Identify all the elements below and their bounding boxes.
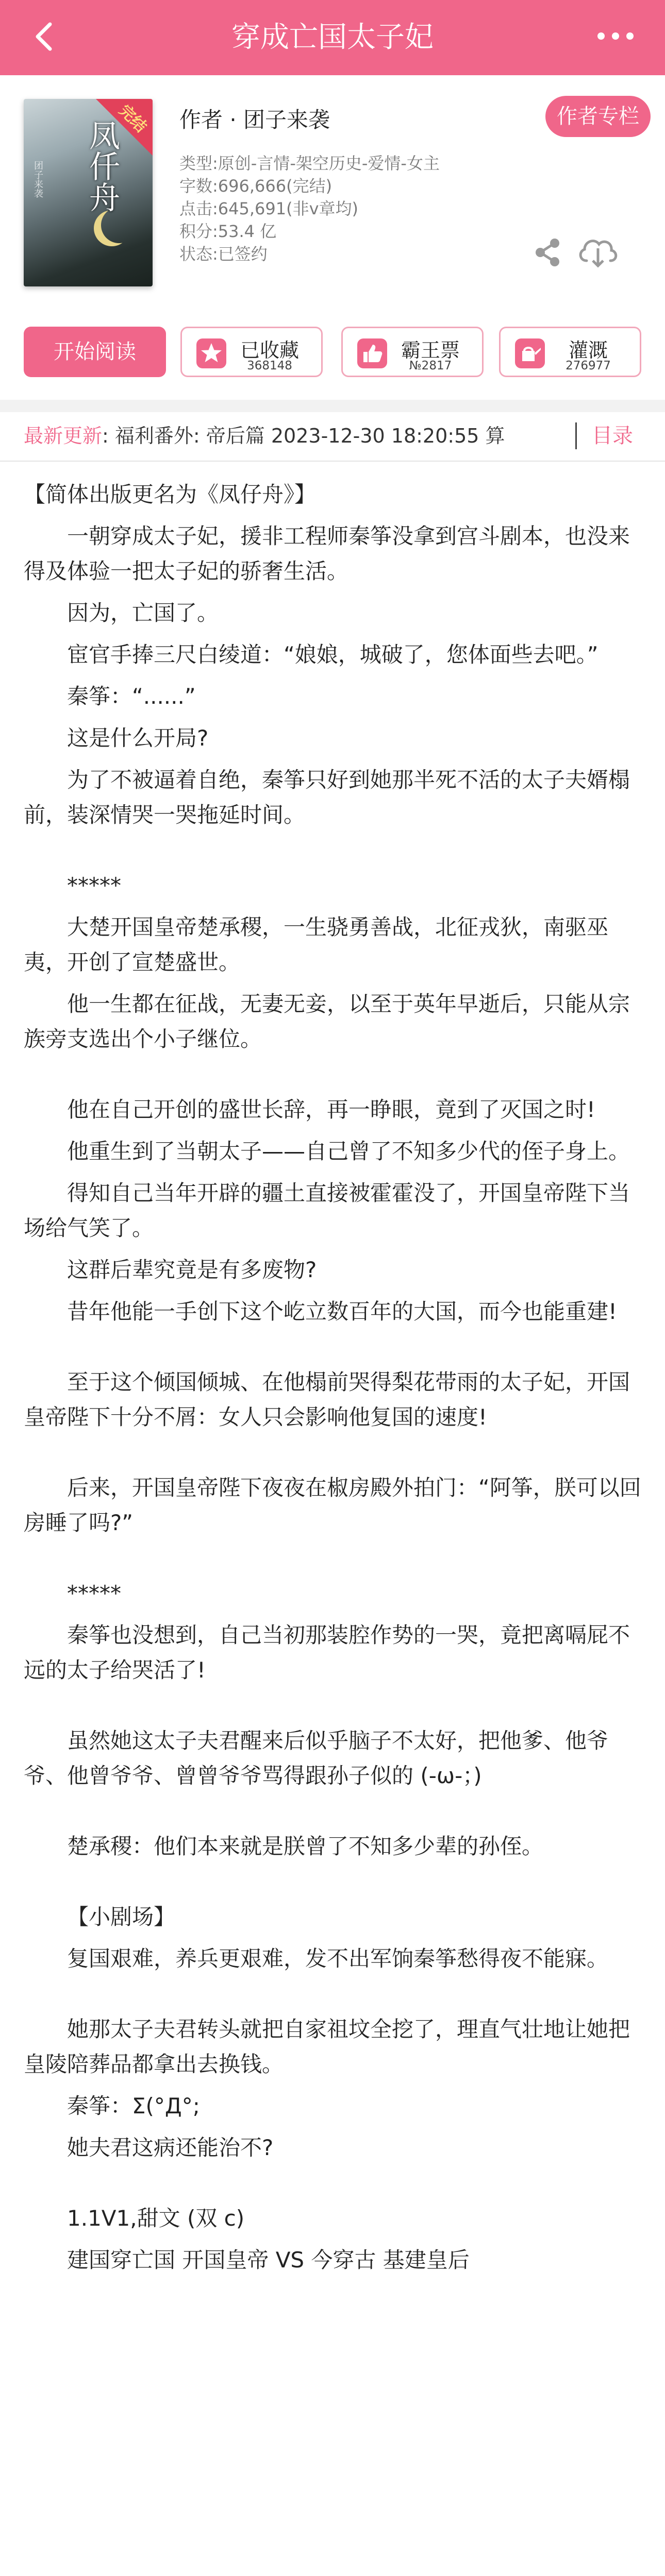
water-label: 灌溉 — [568, 339, 608, 362]
paragraph-spacer — [24, 1442, 641, 1470]
description-paragraph: 宦官手捧三尺白绫道：“娘娘，城破了，您体面些去吧。” — [67, 642, 598, 667]
cover-moon — [101, 207, 137, 243]
description-paragraph: 楚承稷：他们本来就是朕曾了不知多少辈的孙侄。 — [67, 1834, 544, 1859]
description-paragraph: 至于这个倾国倾城、在他榻前哭得梨花带雨的太子妃，开国皇帝陛下十分不屑：女人只会影响他复国的速度! — [24, 1369, 630, 1430]
description-paragraph: 大楚开国皇帝楚承稷，一生骁勇善战，北征戎狄，南驱巫夷，开创了宣楚盛世。 — [24, 914, 609, 975]
paragraph-spacer — [24, 2172, 641, 2201]
page-title: 穿成亡国太子妃 — [231, 21, 434, 54]
ticket-label: 霸王票 — [401, 339, 460, 362]
description-paragraph: 为了不被逼着自绝，秦筝只好到她那半死不活的太子夫婿榻前，装深情哭一哭拖延时间。 — [24, 767, 630, 827]
paragraph-spacer — [24, 1547, 641, 1576]
description-paragraph: 【简体出版更名为《凤仔舟》】 — [24, 482, 317, 507]
ticket-count: №2817 — [409, 359, 452, 372]
water-count: 276977 — [566, 359, 611, 372]
cover-title: 凤仟舟 — [84, 120, 120, 212]
collect-button[interactable] — [180, 327, 323, 377]
description-paragraph: 因为，亡国了。 — [67, 600, 219, 625]
paragraph-spacer — [24, 1871, 641, 1900]
content-divider — [0, 461, 665, 462]
download-button[interactable] — [576, 232, 620, 269]
book-description — [24, 477, 641, 2284]
paragraph-spacer — [24, 1800, 641, 1829]
description-paragraph: 后来，开国皇帝陛下夜夜在椒房殿外拍门：“阿筝，朕可以回房睡了吗?” — [24, 1475, 641, 1535]
description-paragraph: 他重生到了当朝太子——自己曾了不知多少代的侄子身上。 — [67, 1139, 630, 1164]
ticket-button[interactable] — [341, 327, 484, 377]
collect-label: 已收藏 — [240, 339, 299, 362]
ellipsis-icon — [597, 32, 634, 40]
description-paragraph: ***** — [67, 1581, 121, 1606]
description-paragraph: ***** — [67, 873, 121, 898]
book-score: 积分:53.4 亿 — [179, 222, 277, 241]
description-paragraph: 得知自己当年开辟的疆土直接被霍霍没了，开国皇帝陛下当场给气笑了。 — [24, 1180, 630, 1241]
paragraph-spacer — [24, 839, 641, 868]
latest-update-text: : 福利番外: 帝后篇 2023-12-30 18:20:55 算 — [102, 425, 505, 447]
description-paragraph: 秦筝：Σ(°Д°; — [67, 2093, 200, 2119]
description-paragraph: 复国艰难，养兵更艰难，发不出军饷秦筝愁得夜不能寐。 — [67, 1946, 609, 1971]
description-paragraph: 虽然她这太子夫君醒来后似乎脑子不太好，把他爹、他爷爷、他曾爷爷、曾曾爷爷骂得跟孙子似的 (-ω-；) — [24, 1728, 609, 1788]
water-button[interactable] — [499, 327, 641, 377]
description-paragraph: 她夫君这病还能治不? — [67, 2135, 274, 2160]
description-paragraph: 他一生都在征战，无妻无妾，以至于英年早逝后，只能从宗族旁支选出个小子继位。 — [24, 991, 630, 1052]
catalog-link[interactable]: 目录 — [592, 424, 633, 448]
update-separator — [575, 422, 577, 449]
start-reading-button[interactable]: 开始阅读 — [24, 327, 166, 377]
cover-badge-text: 完结 — [115, 101, 151, 137]
cover-author: 团子来袭 — [32, 161, 43, 198]
collect-count: 368148 — [247, 359, 292, 372]
description-paragraph: 他在自己开创的盛世长辞，再一睁眼，竟到了灭国之时! — [67, 1097, 595, 1122]
description-paragraph: 昔年他能一手创下这个屹立数百年的大国，而今也能重建! — [67, 1299, 617, 1324]
thumbs-up-icon — [357, 338, 387, 368]
more-button[interactable] — [595, 21, 636, 52]
share-icon — [531, 236, 564, 269]
author-name[interactable]: 作者 · 团子来袭 — [179, 107, 330, 132]
book-clicks: 点击:645,691(非v章均) — [179, 199, 359, 218]
description-paragraph: 秦筝：“......” — [67, 684, 196, 709]
app-header — [0, 0, 665, 75]
description-paragraph: 秦筝也没想到，自己当初那装腔作势的一哭，竟把离嗝屁不远的太子给哭活了! — [24, 1622, 630, 1683]
latest-update[interactable] — [24, 416, 555, 455]
paragraph-spacer — [24, 1694, 641, 1723]
book-type: 类型:原创-言情-架空历史-爱情-女主 — [179, 154, 440, 173]
description-paragraph: 她那太子夫君转头就把自家祖坟全挖了，理直气壮地让她把皇陵陪葬品都拿出去换钱。 — [24, 2016, 630, 2077]
description-paragraph: 1.1V1,甜文 (双 c) — [67, 2206, 245, 2231]
book-words: 字数:696,666(完结) — [179, 176, 332, 196]
description-paragraph: 【小剧场】 — [67, 1904, 176, 1929]
book-cover[interactable] — [24, 99, 153, 286]
description-paragraph: 建国穿亡国 开国皇帝 VS 今穿古 基建皇后 — [67, 2247, 470, 2273]
paragraph-spacer — [24, 1063, 641, 1092]
paragraph-spacer — [24, 1336, 641, 1365]
author-column-button[interactable]: 作者专栏 — [545, 96, 651, 137]
share-button[interactable] — [531, 236, 564, 269]
description-paragraph: 一朝穿成太子妃，援非工程师秦筝没拿到宫斗剧本，也没来得及体验一把太子妃的骄奢生活。 — [24, 523, 630, 584]
latest-update-prefix: 最新更新 — [24, 425, 103, 447]
cloud-download-icon — [576, 232, 620, 269]
description-paragraph: 这是什么开局? — [67, 725, 209, 751]
book-status: 状态:已签约 — [179, 244, 268, 264]
paragraph-spacer — [24, 1983, 641, 2012]
section-divider — [0, 400, 665, 412]
watering-can-icon — [515, 338, 545, 368]
description-paragraph: 这群后辈究竟是有多废物? — [67, 1257, 317, 1282]
star-icon — [196, 338, 226, 368]
